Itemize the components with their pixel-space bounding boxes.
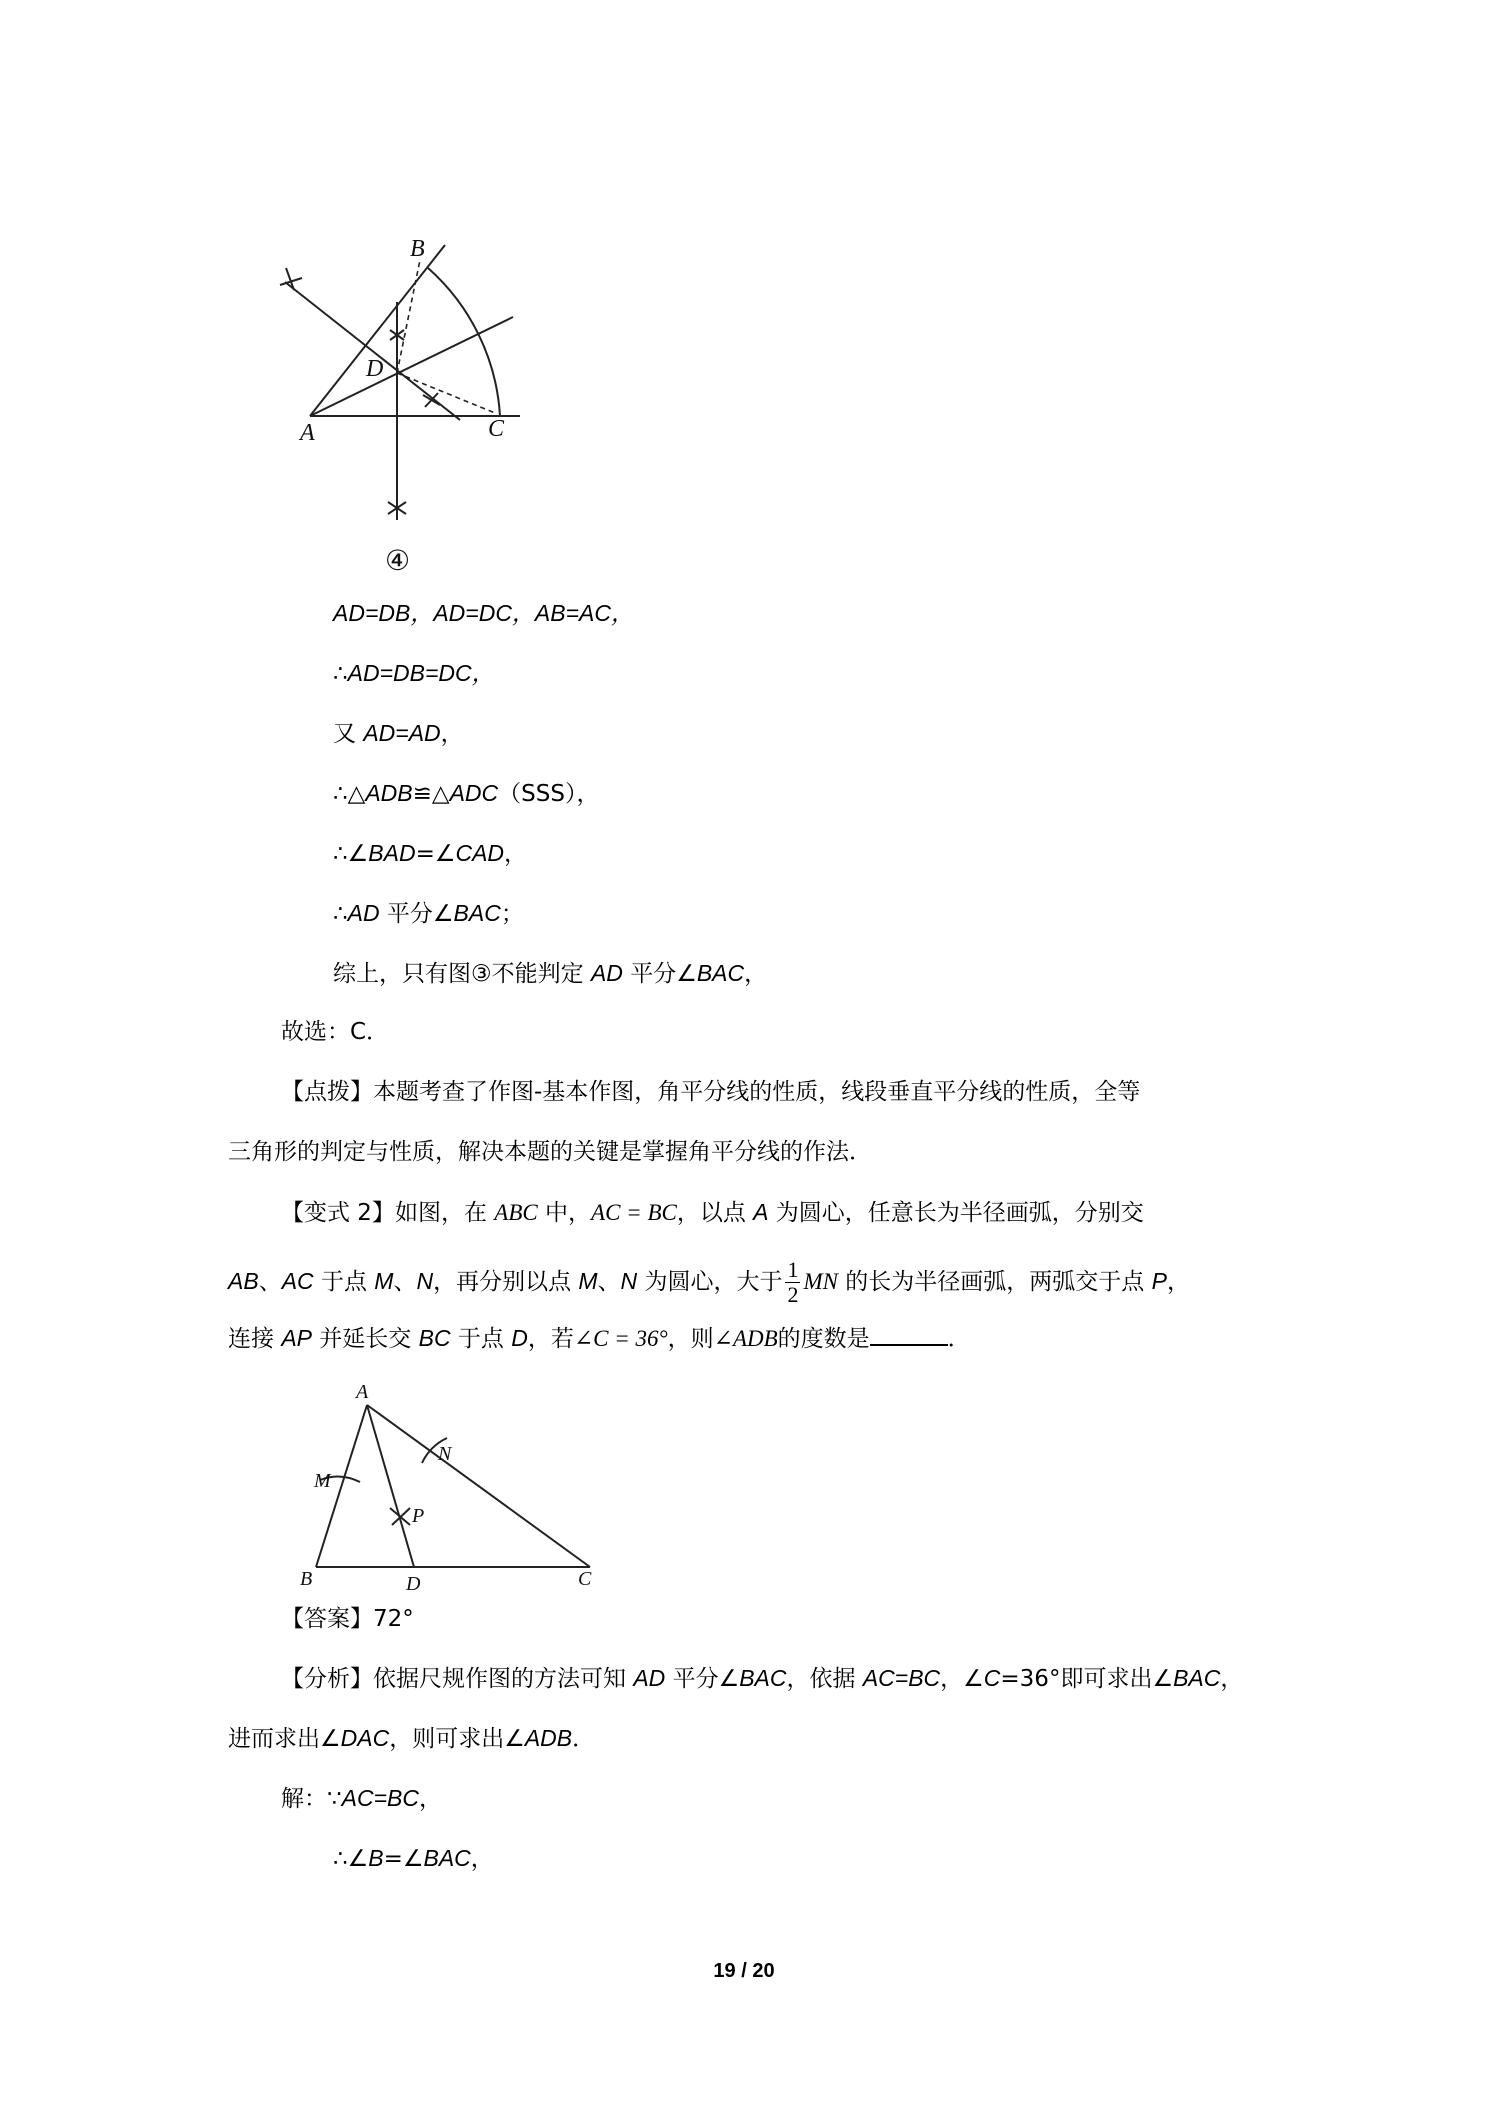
analysis-line-1: 【分析】依据尺规作图的方法可知 AD 平分∠BAC，依据 AC=BC，∠C=36°即可求出∠BAC， bbox=[281, 1665, 1244, 1692]
tri-label-a: A bbox=[356, 1381, 369, 1403]
label-d: D bbox=[366, 356, 384, 382]
figure-caption: ④ bbox=[385, 544, 411, 577]
solution-line-6: ∴AD 平分∠BAC； bbox=[333, 900, 524, 927]
ab-line bbox=[310, 245, 445, 416]
tri-label-c: C bbox=[578, 1568, 592, 1590]
label-a: A bbox=[300, 420, 315, 446]
label-b: B bbox=[410, 236, 425, 262]
answer-blank bbox=[870, 1322, 948, 1346]
solution-line-5: ∴∠BAD=∠CAD， bbox=[333, 840, 528, 867]
problem-line-3: 连接 AP 并延长交 BC 于点 D，若∠C = 36°，则∠ADB的度数是 ． bbox=[228, 1322, 971, 1355]
figure-4 bbox=[270, 230, 540, 590]
choice-line: 故选：C． bbox=[281, 1019, 390, 1045]
side-ac bbox=[367, 1405, 590, 1567]
solution2-line-2: ∴∠B=∠BAC， bbox=[333, 1845, 494, 1872]
dashed-dc bbox=[397, 373, 495, 413]
solution2-line-1: 解：∵AC=BC， bbox=[281, 1785, 442, 1812]
dashed-db bbox=[397, 260, 420, 373]
solution-line-1: AD=DB，AD=DC，AB=AC， bbox=[333, 600, 634, 626]
fraction-one-half: $\frac{1}{2}$ bbox=[787, 1257, 799, 1307]
problem-line-2: AB、AC 于点 M、N，再分别以点 M、N 为圆心，大于 $\frac{1}{2}$ MN 的长为半径画弧，两弧交于点 P， bbox=[228, 1257, 1190, 1307]
problem-line-1: 【变式 2】如图，在 ABC 中，AC = BC，以点 A 为圆心，任意长为半径画弧，分别交 bbox=[281, 1199, 1144, 1226]
solution-line-4: ∴△ADB≌△ADC（SSS）， bbox=[333, 780, 600, 807]
segment-ad bbox=[367, 1405, 414, 1567]
tri-label-m: M bbox=[314, 1470, 331, 1492]
solution-line-2: ∴AD=DB=DC， bbox=[333, 660, 495, 686]
page-number: 19 / 20 bbox=[713, 1960, 775, 1982]
tip-line-1: 【点拨】本题考查了作图-基本作图，角平分线的性质，线段垂直平分线的性质，全等 bbox=[281, 1079, 1141, 1105]
tri-label-d: D bbox=[406, 1573, 421, 1595]
figure-triangle bbox=[300, 1380, 610, 1600]
tri-label-n: N bbox=[438, 1443, 452, 1465]
label-c: C bbox=[488, 416, 505, 442]
analysis-line-2: 进而求出∠DAC，则可求出∠ADB． bbox=[228, 1725, 596, 1752]
bisector-line bbox=[310, 317, 513, 416]
tip-line-2: 三角形的判定与性质，解决本题的关键是掌握角平分线的作法． bbox=[228, 1139, 872, 1165]
solution-line-7: 综上，只有图③不能判定 AD 平分∠BAC， bbox=[333, 960, 768, 987]
tri-label-b: B bbox=[300, 1568, 313, 1590]
tri-label-p: P bbox=[412, 1505, 425, 1527]
solution-line-3: 又 AD=AD， bbox=[333, 720, 464, 747]
answer-line: 【答案】72° bbox=[281, 1606, 414, 1632]
perpendicular-bisector bbox=[285, 282, 460, 420]
